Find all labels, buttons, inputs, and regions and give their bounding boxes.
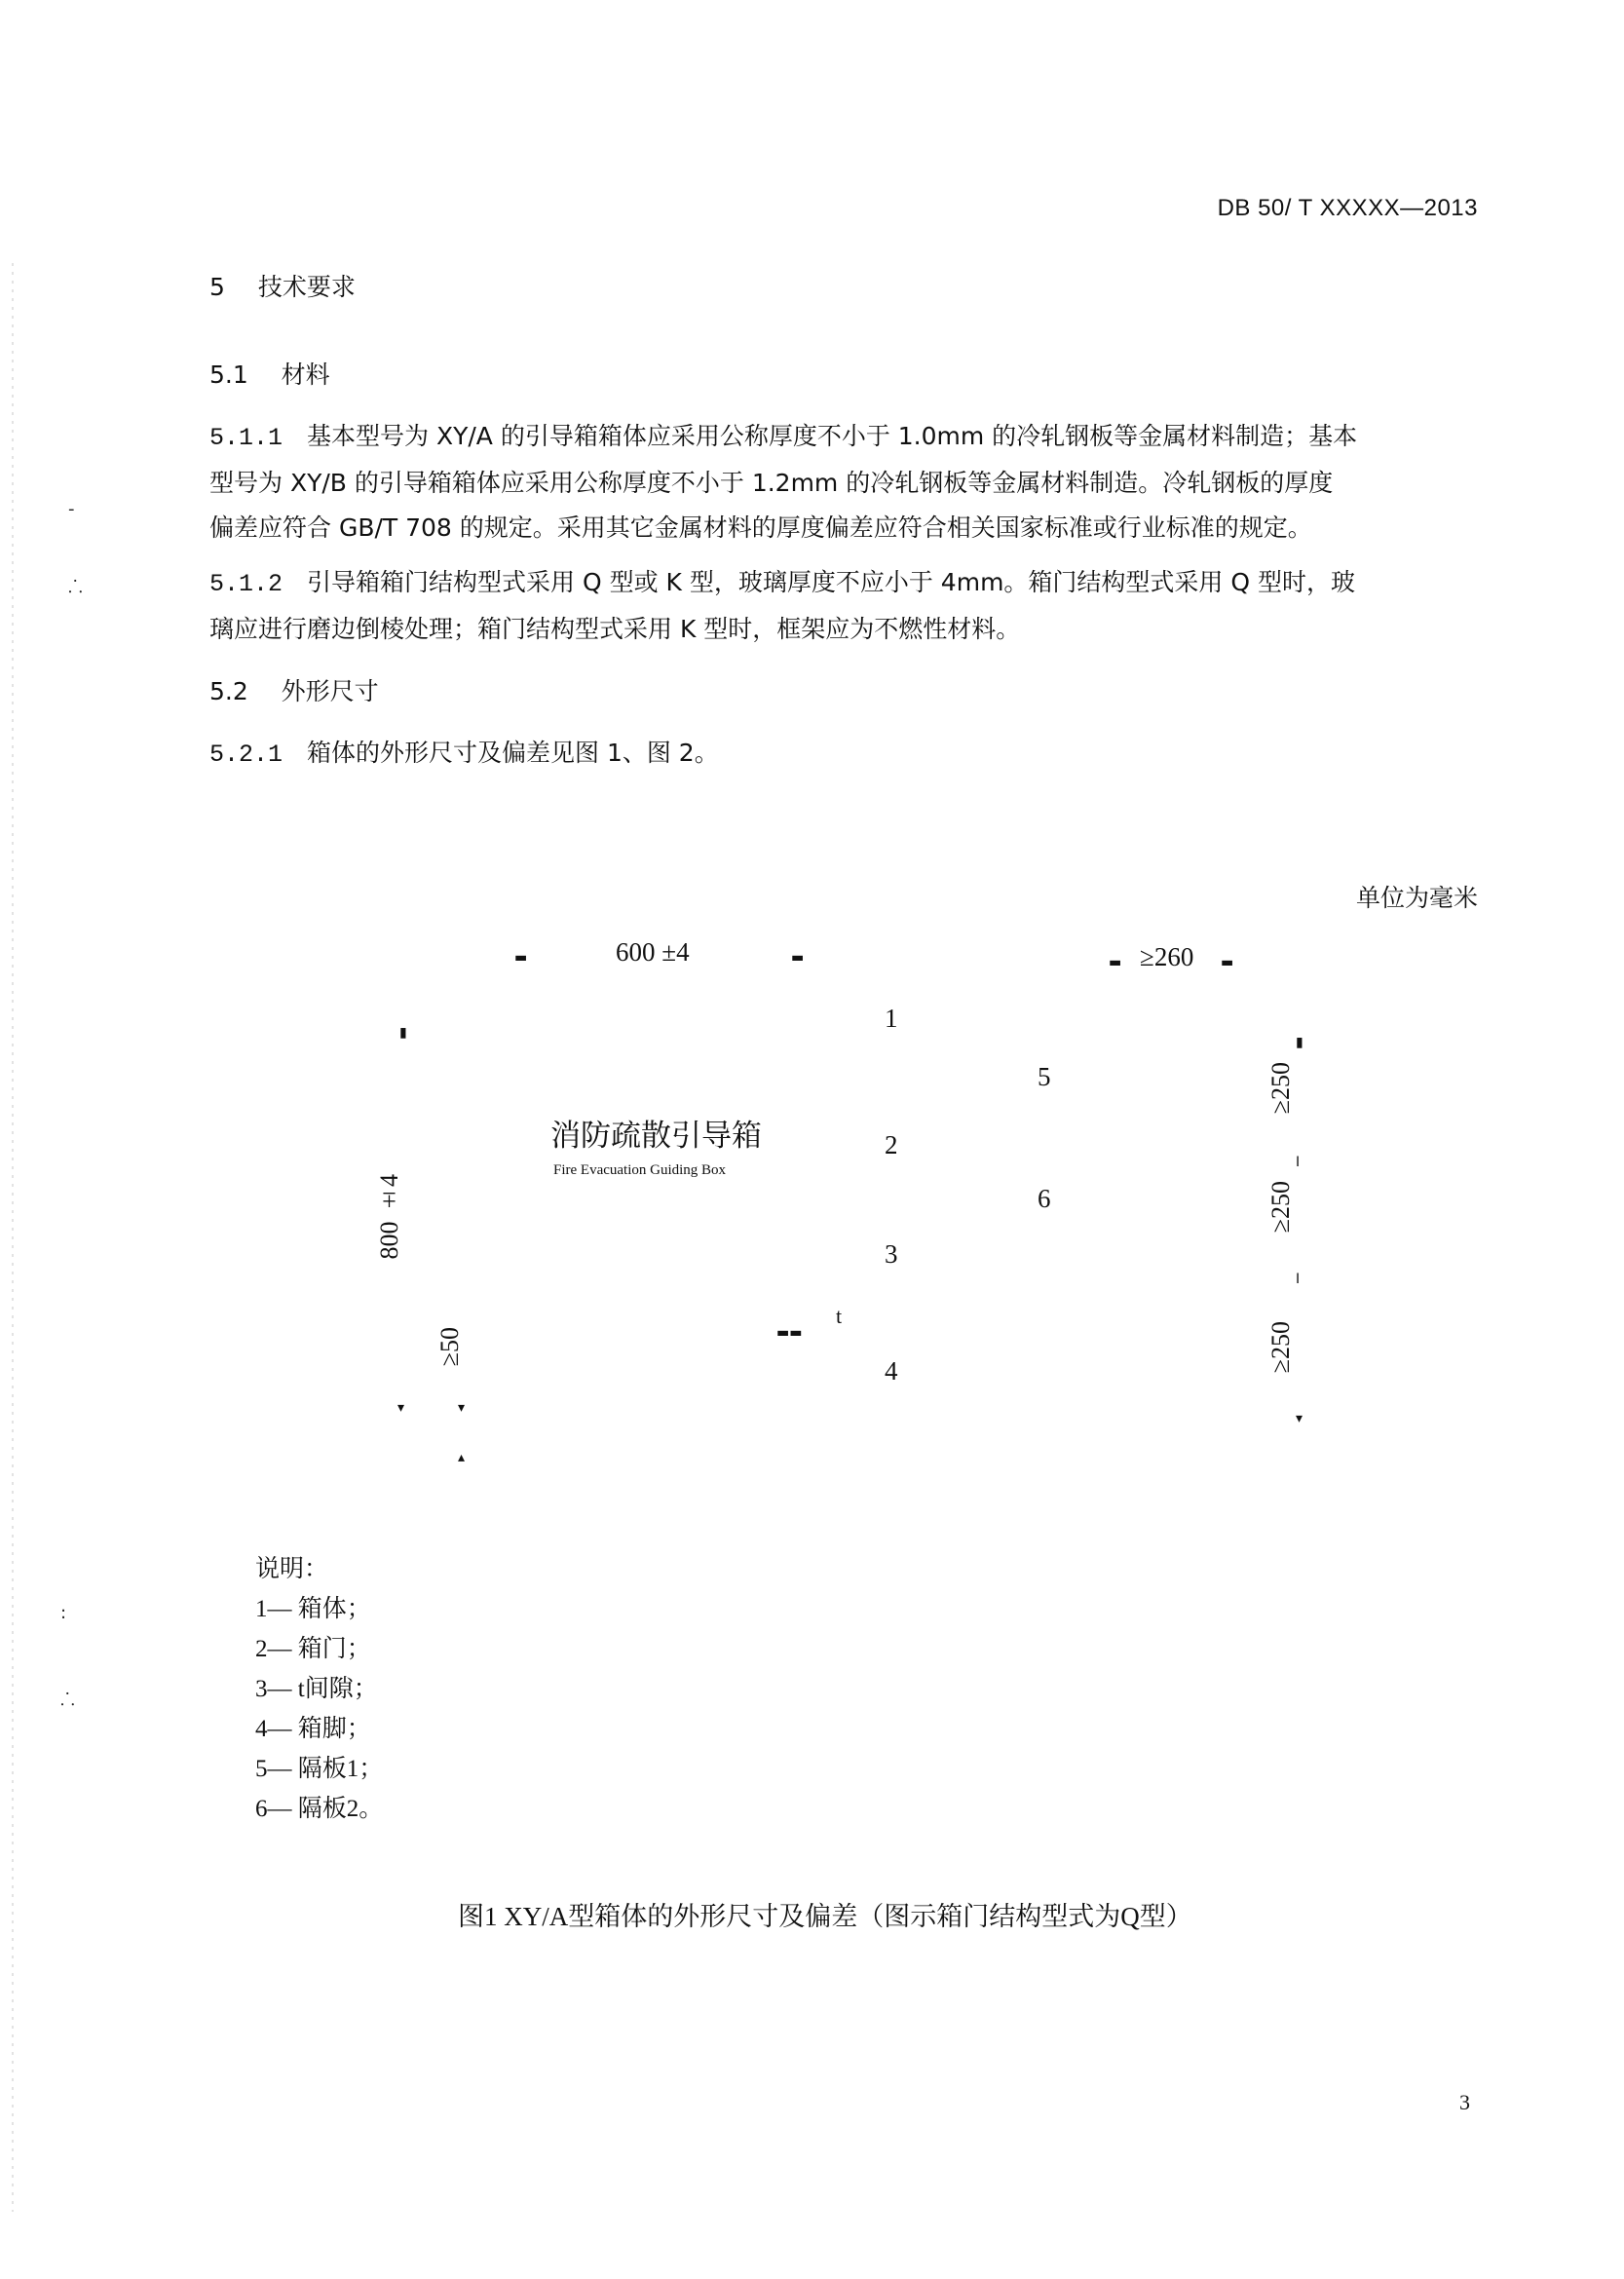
dim-arrow: ▬ [791, 950, 805, 966]
clause-text: 箱体的外形尺寸及偏差见图 1、图 2。 [307, 739, 719, 767]
clause-line: 基本型号为 XY/A 的引导箱箱体应采用公称厚度不小于 1.0mm 的冷轧钢板等金属材料制造；基本 [307, 422, 1358, 450]
standard-code: DB 50/ T XXXXX—2013 [1217, 195, 1478, 221]
dim-arrow: I [1296, 1272, 1301, 1287]
box-title-cn: 消防疏散引导箱 [550, 1119, 762, 1153]
unit-note: 单位为毫米 [1355, 886, 1478, 912]
section-title: 技术要求 [257, 273, 356, 301]
scan-mark: : [60, 1603, 67, 1623]
dim-arrow: ▬ [1109, 955, 1122, 970]
callout-6: 6 [1038, 1184, 1051, 1213]
scan-mark: - [68, 499, 75, 519]
callout-5: 5 [1038, 1062, 1051, 1091]
callout-4: 4 [885, 1356, 898, 1386]
figure-caption: 图1 XY/A型箱体的外形尺寸及偏差（图示箱门结构型式为Q型） [458, 1902, 1192, 1931]
clause-line: 型号为 XY/B 的引导箱箱体应采用公称厚度不小于 1.2mm 的冷轧钢板等金属材料制造。冷轧钢板的厚度 [209, 469, 1334, 497]
legend-item: 5— 隔板1； [255, 1756, 384, 1782]
callout-1: 1 [885, 1004, 898, 1033]
dim-arrow: ▾ [397, 1400, 405, 1416]
section-number: 5.1 [209, 361, 248, 389]
section-number: 5 [209, 273, 225, 301]
gap-label: t [836, 1304, 843, 1328]
legend-item: 6— 隔板2。 [255, 1796, 384, 1822]
foot-dimension: ≥50 [435, 1327, 464, 1367]
clause-line: 璃应进行磨边倒棱处理；箱门结构型式采用 K 型时，框架应为不燃性材料。 [209, 615, 1021, 643]
shelf-dimension: ≥250 [1266, 1321, 1295, 1374]
dim-arrow: ▾ [458, 1400, 466, 1416]
clause-number: 5.2.1 [209, 741, 283, 769]
dim-arrow: ▴ [458, 1450, 466, 1465]
callout-3: 3 [885, 1239, 898, 1269]
scan-mark: ⸫ [68, 577, 83, 597]
legend-title: 说明： [255, 1556, 329, 1582]
section-title: 外形尺寸 [281, 677, 379, 705]
legend-item: 3— t间隙； [255, 1676, 378, 1702]
clause-number: 5.1.2 [209, 570, 283, 598]
dim-arrow: ▬ [514, 950, 528, 966]
dim-arrow: ▮ [1296, 1035, 1303, 1050]
box-title-en: Fire Evacuation Guiding Box [553, 1162, 727, 1178]
section-title: 材料 [281, 361, 330, 389]
callout-2: 2 [885, 1130, 898, 1159]
clause-line: 偏差应符合 GB/T 708 的规定。采用其它金属材料的厚度偏差应符合相关国家标准或行业标准的规定。 [209, 513, 1312, 542]
shelf-dimension: ≥250 [1266, 1181, 1295, 1234]
scan-mark: ⸫ [60, 1690, 75, 1710]
dim-arrow: ▬ [1221, 955, 1234, 970]
legend-item: 1— 箱体； [255, 1596, 371, 1622]
shelf-dimension: ≥250 [1266, 1062, 1295, 1115]
dim-arrow: ▬▬ [776, 1325, 803, 1341]
legend-item: 2— 箱门； [255, 1636, 371, 1662]
depth-dimension: ≥260 [1140, 942, 1194, 971]
clause-number: 5.1.1 [209, 424, 283, 452]
height-dimension: 800 ±4 [375, 1174, 403, 1260]
page-number: 3 [1459, 2090, 1470, 2114]
figure-legend [255, 1549, 383, 1829]
legend-item: 4— 箱脚； [255, 1716, 371, 1742]
section-number: 5.2 [209, 677, 248, 705]
width-dimension: 600 ±4 [616, 937, 690, 967]
dim-arrow: ▾ [1296, 1411, 1303, 1426]
clause-line: 引导箱箱门结构型式采用 Q 型或 K 型，玻璃厚度不应小于 4mm。箱门结构型式采用 Q 型时，玻 [307, 568, 1355, 596]
dim-arrow: ▮ [399, 1025, 407, 1041]
dim-arrow: I [1296, 1155, 1301, 1170]
